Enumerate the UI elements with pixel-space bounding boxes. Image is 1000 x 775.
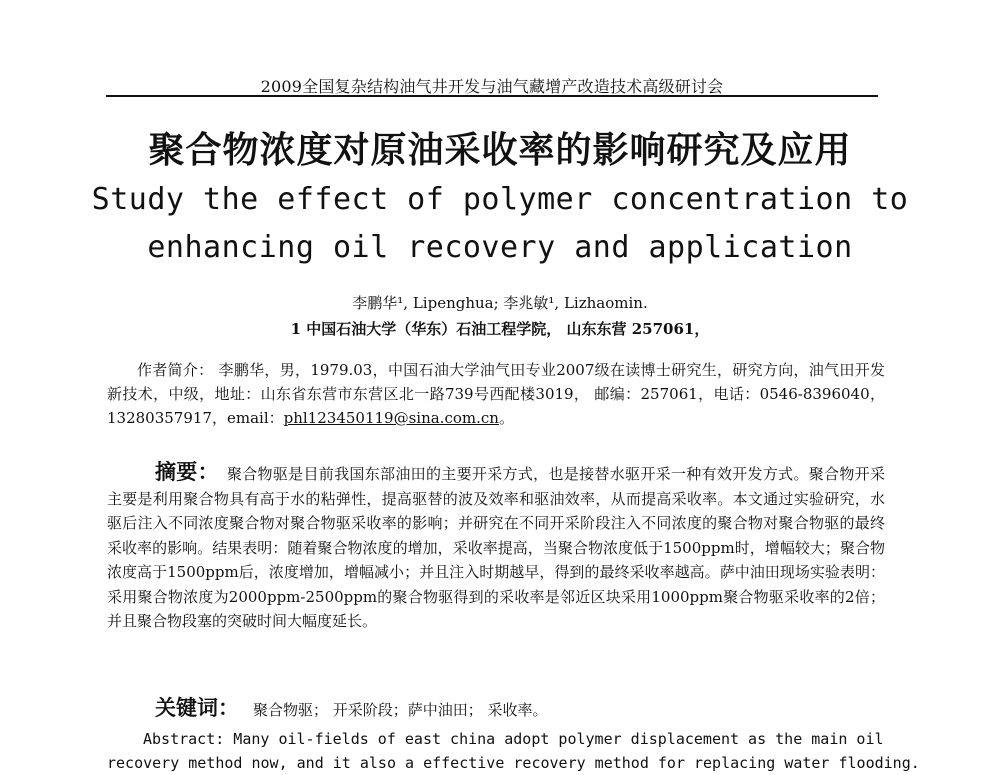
author-bio-end: 。 (498, 409, 514, 427)
conference-header: 2009全国复杂结构油气井开发与油气藏增产改造技术高级研讨会 (260, 77, 724, 96)
abstract-chinese (107, 460, 885, 634)
abstract-english-line2: recovery method now, and it also a effective recovery method for replacing water flooding. (107, 754, 920, 772)
abstract-english (107, 727, 920, 775)
keywords-label: 关键词： (155, 696, 239, 720)
abstract-chinese-text: 聚合物驱是目前我国东部油田的主要开采方式，也是接替水驱开采一种有效开发方式。聚合物开采主要是利用聚合物具有高于水的粘弹性，提高驱替的波及效率和驱油效率，从而提高采收率。本文通过实验研究，水驱后注入不同浓度聚合物对聚合物驱采收率的影响；并研究在不同开采阶段注入不同浓度的聚合物对聚合物驱的最终采收率的影响。结果表明：随着聚合物浓度的增加，采收率提高，当聚合物浓度低于1500ppm时，增幅较大；聚合物浓度高于1500ppm后，浓度增加，增幅减小；并且注入时期越早，得到的最终采收率越高。萨中油田现场实验表明：采用聚合物浓度为2000ppm-2500ppm的聚合物驱得到的采收率是邻近区块采用1000ppm聚合物驱采收率的2倍；并且聚合物段塞的突破时间大幅度延长。 (107, 465, 885, 630)
title-english-line2: enhancing oil recovery and application (147, 230, 853, 265)
keywords-text: 聚合物驱； 开采阶段；萨中油田； 采收率。 (253, 701, 548, 719)
keywords (155, 692, 895, 722)
abstract-label: 摘要： (155, 460, 219, 484)
author-email-link[interactable]: phl123450119@sina.com.cn (283, 409, 499, 427)
header-rule (106, 95, 878, 97)
title-chinese: 聚合物浓度对原油采收率的影响研究及应用 (148, 129, 852, 171)
abstract-english-line1: Abstract: Many oil-fields of east china adopt polymer displacement as the main oil (143, 730, 884, 748)
author-list: 李鹏华¹, Lipenghua; 李兆敏¹, Lizhaomin. (352, 294, 648, 312)
author-bio (107, 358, 885, 430)
title-english-line1: Study the effect of polymer concentration to (91, 182, 909, 217)
affiliation: 1 中国石油大学（华东）石油工程学院， 山东东营 257061， (290, 320, 710, 338)
author-bio-text: 作者简介： 李鹏华，男，1979.03，中国石油大学油气田专业2007级在读博士研究生，研究方向，油气田开发新技术，中级，地址：山东省东营市东营区北一路739号西配楼3019， 邮编：257061，电话：0546-8396040，13280357917，email： (107, 361, 885, 427)
